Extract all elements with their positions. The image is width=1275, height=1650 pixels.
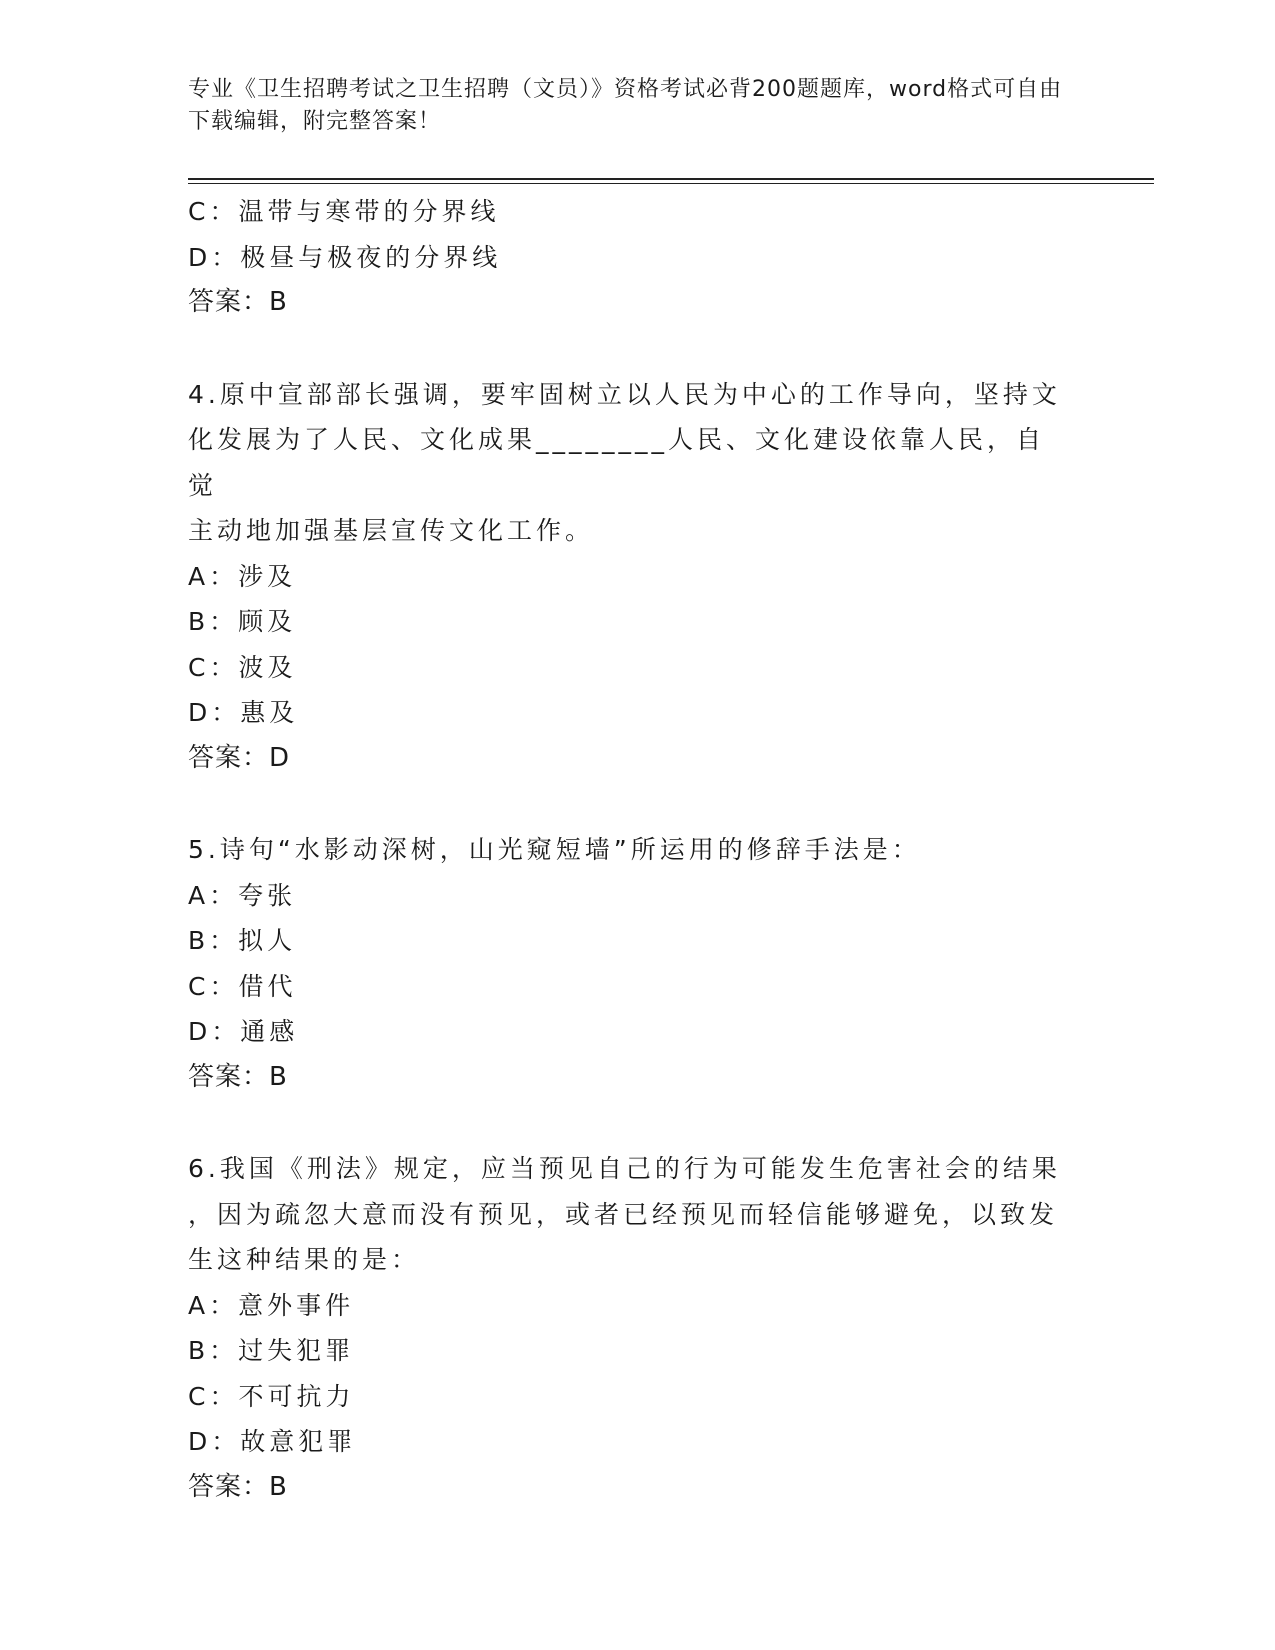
question-stem-line: 主动地加强基层宣传文化工作。 bbox=[188, 516, 595, 545]
question-stem-line: 4.原中宣部部长强调，要牢固树立以人民为中心的工作导向，坚持文 bbox=[188, 379, 1061, 409]
option-c: C：温带与寒带的分界线 bbox=[188, 197, 500, 226]
option-a: A：涉及 bbox=[188, 561, 297, 591]
option-c: C：借代 bbox=[188, 971, 297, 1001]
option-a: A：夸张 bbox=[188, 880, 297, 910]
header-divider-thin bbox=[188, 183, 1154, 184]
option-a: A：意外事件 bbox=[188, 1290, 355, 1320]
option-d: D：惠及 bbox=[188, 698, 299, 727]
header-divider bbox=[188, 178, 1154, 180]
question-3 bbox=[188, 189, 1068, 326]
question-stem-line: ，因为疏忽大意而没有预见，或者已经预见而轻信能够避免，以致发 bbox=[188, 1199, 1059, 1229]
question-stem-line: 化发展为了人民、文化成果________人民、文化建设依靠人民，自觉 bbox=[188, 425, 1046, 500]
document-header: 专业《卫生招聘考试之卫生招聘（文员）》资格考试必背200题题库，word格式可自由下载编辑，附完整答案！ bbox=[188, 77, 1063, 134]
option-d: D：通感 bbox=[188, 1017, 299, 1046]
question-list bbox=[188, 189, 1068, 1510]
question-6 bbox=[188, 1146, 1068, 1510]
option-d: D：极昼与极夜的分界线 bbox=[188, 242, 502, 272]
question-5 bbox=[188, 827, 1068, 1100]
option-b: B：顾及 bbox=[188, 607, 297, 636]
option-d: D：故意犯罪 bbox=[188, 1427, 357, 1456]
option-b: B：过失犯罪 bbox=[188, 1336, 355, 1365]
option-b: B：拟人 bbox=[188, 926, 297, 955]
answer-line: 答案：B bbox=[188, 1471, 288, 1502]
answer-line: 答案：D bbox=[188, 742, 291, 773]
answer-line: 答案：B bbox=[188, 287, 288, 317]
option-c: C：波及 bbox=[188, 652, 297, 682]
question-4 bbox=[188, 372, 1068, 782]
question-stem-line: 5.诗句“水影动深树，山光窥短墙”所运用的修辞手法是： bbox=[188, 835, 921, 864]
option-c: C：不可抗力 bbox=[188, 1381, 355, 1411]
question-stem-line: 6.我国《刑法》规定，应当预见自己的行为可能发生危害社会的结果 bbox=[188, 1154, 1061, 1183]
question-stem-line: 生这种结果的是： bbox=[188, 1245, 421, 1274]
answer-line: 答案：B bbox=[188, 1061, 288, 1092]
